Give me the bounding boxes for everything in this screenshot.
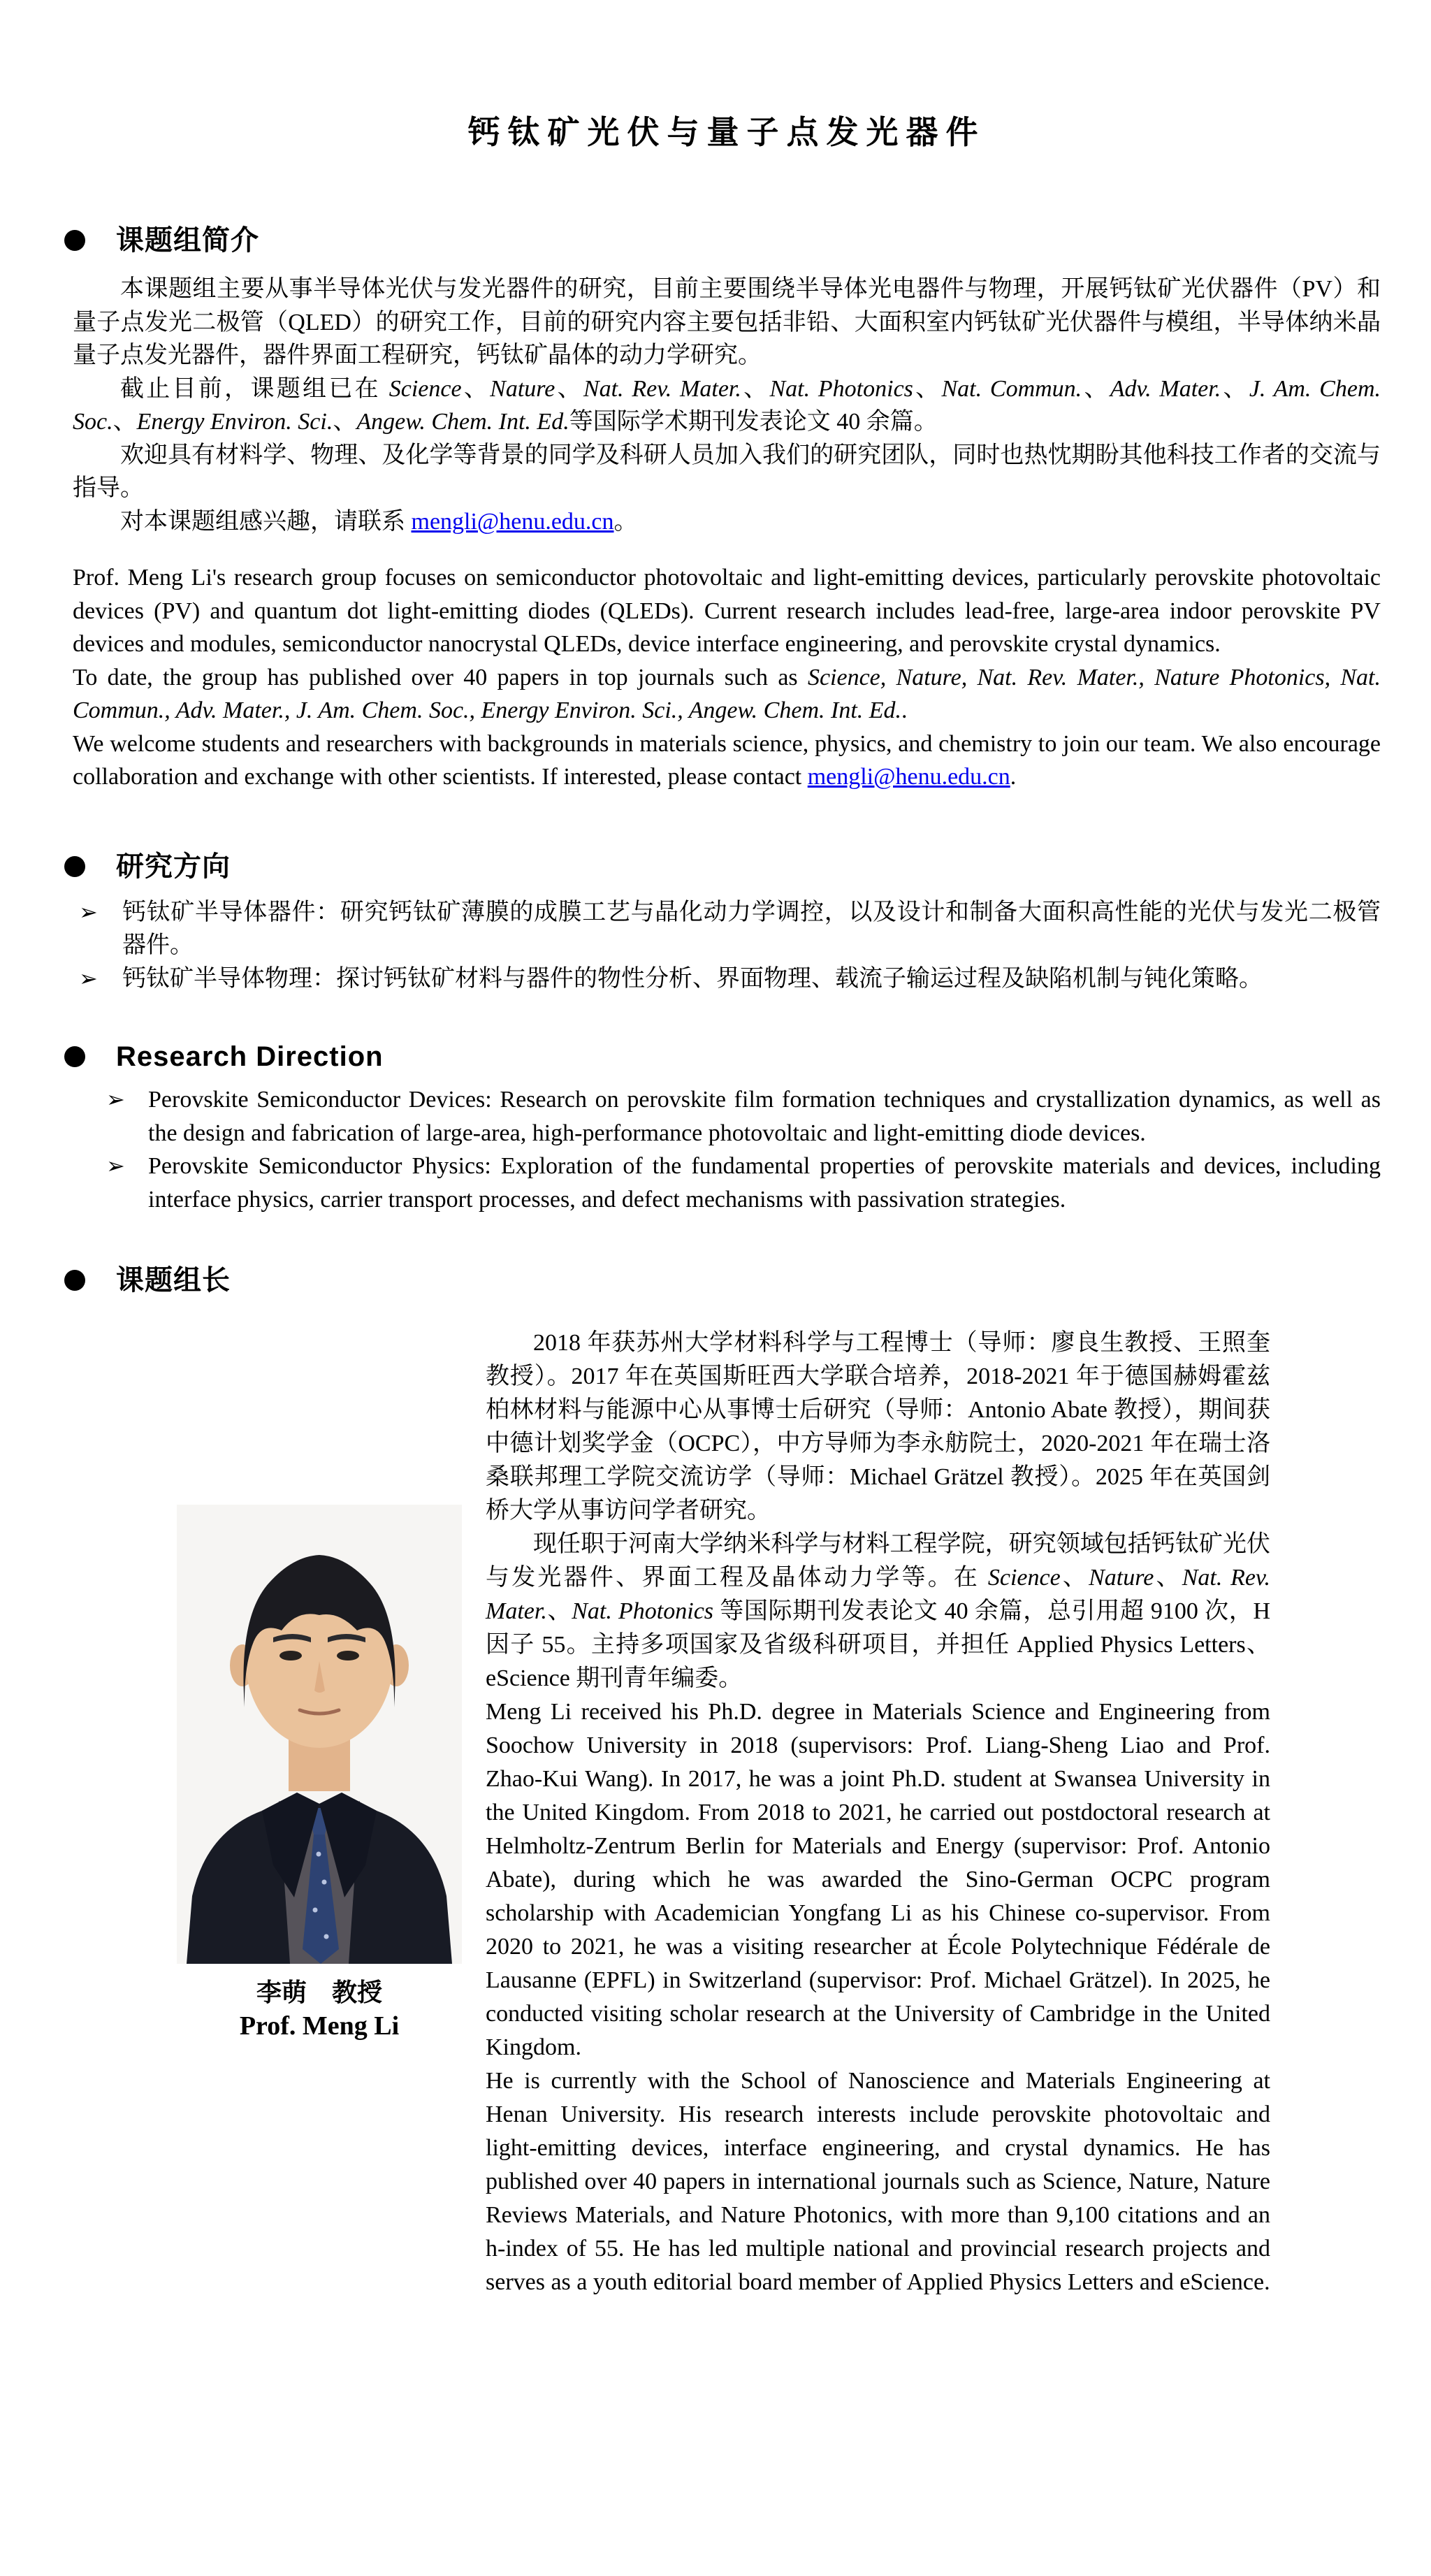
text-run: 、	[1060, 1565, 1089, 1591]
text-run: 钙钛矿半导体物理：探讨钙钛矿材料与器件的物性分析、界面物理、载流子输运过程及缺陷机制与钝化策略。	[122, 965, 1263, 992]
text-run: Perovskite Semiconductor Devices: Research on perovskite film formation techniques and crystallization dynamics, as well as the design and fabrication of large-area, high-performance photovoltaic and light-emitting diode devices.	[148, 1087, 1381, 1146]
text-run: Meng Li received his Ph.D. degree in Materials Science and Engineering from Soochow University in 2018 (supervisors: Prof. Liang-Sheng Liao and Prof. Zhao-Kui Wang). In 2017, he was a joint Ph.D. student at Swansea University in the United Kingdom. From 2018 to 2021, he carried out postdoctoral research at Helmholtz-Zentrum Berlin for Materials and Energy (supervisor: Prof. Antonio Abate), during which he was awarded the Sino-German OCPC program scholarship with Academician Yongfang Li as his Chinese co-supervisor. From 2020 to 2021, he was a visiting researcher at École Polytechnique Fédérale de Lausanne (EPFL) in Switzerland (supervisor: Prof. Michael Grätzel). In 2025, he conducted visiting scholar research at the University of Cambridge in the United Kingdom.	[486, 1699, 1270, 2060]
arrow-bullet-icon: ➢	[106, 1087, 125, 1112]
list-item	[73, 962, 1381, 996]
list-item-text	[148, 1083, 1381, 1150]
photo-caption-en: Prof. Meng Li	[239, 2011, 400, 2041]
text-run: We welcome students and researchers with backgrounds in materials science, physics, and chemistry to join our team. We also encourage collaboration and exchange with other scientists. If interested, please contact	[73, 730, 1381, 790]
text-run: 、	[333, 409, 357, 435]
email-link[interactable]: mengli@henu.edu.cn	[807, 764, 1010, 790]
arrow-bullet-icon: ➢	[79, 899, 98, 925]
leader-en-paragraph-2	[486, 2064, 1270, 2299]
journal-name: Nat. Commun.	[941, 375, 1082, 402]
text-run: 、	[461, 375, 491, 402]
intro-zh-paragraph-3	[73, 439, 1381, 505]
page-title: 钙钛矿光伏与量子点发光器件	[467, 115, 986, 150]
text-run: 对本课题组感兴趣，请联系	[120, 508, 412, 535]
journal-name: Nature	[1089, 1565, 1154, 1591]
journal-name: Science	[987, 1565, 1061, 1591]
journal-name: Nat. Photonics	[769, 375, 913, 402]
section-heading-leader	[64, 1262, 1381, 1298]
list-item-text	[122, 962, 1381, 996]
text-run: 欢迎具有材料学、物理、及化学等背景的同学及科研人员加入我们的研究团队，同时也热忱期盼其他科技工作者的交流与指导。	[73, 442, 1381, 501]
text-run: 、	[741, 375, 770, 402]
leader-photo	[177, 1505, 462, 1964]
text-run: 、	[913, 375, 942, 402]
journal-name: Angew. Chem. Int. Ed.	[356, 409, 569, 435]
section-heading-group-intro	[64, 222, 1381, 259]
section-heading-research-zh	[64, 848, 1381, 885]
intro-zh-paragraph-1	[73, 273, 1381, 372]
text-run: 、	[1221, 375, 1249, 402]
text-run: 。	[613, 508, 638, 535]
list-item-text	[148, 1150, 1381, 1216]
leader-zh-paragraph-1	[486, 1326, 1270, 1528]
section-heading-label: Research Direction	[116, 1041, 384, 1072]
journal-name: Science	[388, 375, 462, 402]
journal-name: Nature	[490, 375, 555, 402]
text-run: 等国际学术期刊发表论文 40 余篇。	[569, 409, 938, 435]
leader-en-paragraph-1	[486, 1695, 1270, 2064]
text-run: 、	[1082, 375, 1110, 402]
section-heading-research-en	[64, 1039, 1381, 1075]
leader-zh-paragraph-2	[486, 1528, 1270, 1695]
text-run: 、	[112, 409, 137, 435]
leader-bio-column	[486, 1326, 1270, 2299]
text-run: 、	[546, 1598, 572, 1624]
text-run: He is currently with the School of Nanoscience and Materials Engineering at Henan University. His research interests include perovskite photovoltaic and light-emitting devices, interface engineering, and crystal dynamics. He has published over 40 papers in international journals such as Science, Nature, Nature Reviews Materials, and Nature Photonics, with more than 9,100 citations and an h-index of 55. He has led multiple national and provincial research projects and serves as a youth editorial board member of Applied Physics Letters and eScience.	[486, 2068, 1270, 2295]
text-run: 2018 年获苏州大学材料科学与工程博士（导师：廖良生教授、王照奎教授）。2017 年在英国斯旺西大学联合培养，2018-2021 年于德国赫姆霍兹柏林材料与能源中心从事博士后研究（导师：Antonio Abate 教授），期间获中德计划奖学金（OCPC），中方导师为李永舫院士，2020-2021 年在瑞士洛桑联邦理工学院交流访学（导师：Michael Grätzel 教授）。2025 年在英国剑桥大学从事访问学者研究。	[486, 1330, 1270, 1524]
intro-en-block	[73, 561, 1381, 794]
bullet-icon	[64, 1046, 85, 1067]
email-link[interactable]: mengli@henu.edu.cn	[411, 508, 614, 535]
portrait-photo-illustration	[177, 1505, 462, 1964]
arrow-bullet-icon: ➢	[106, 1153, 125, 1178]
intro-en-paragraph-2	[73, 661, 1381, 728]
intro-zh-paragraph-2	[73, 372, 1381, 439]
text-run: 、	[1154, 1565, 1182, 1591]
leader-photo-column	[73, 1326, 486, 2299]
text-run: 、	[555, 375, 583, 402]
text-run: 钙钛矿半导体器件：研究钙钛矿薄膜的成膜工艺与晶化动力学调控，以及设计和制备大面积高性能的光伏与发光二极管器件。	[122, 899, 1381, 958]
list-item	[73, 896, 1381, 962]
text-run: Perovskite Semiconductor Physics: Exploration of the fundamental properties of perovskite materials and devices, including interface physics, carrier transport processes, and defect mechanisms with passivation strategies.	[148, 1153, 1381, 1213]
leader-section-body	[73, 1326, 1381, 2299]
intro-en-paragraph-1	[73, 561, 1381, 661]
research-zh-list	[73, 896, 1381, 996]
text-run: Prof. Meng Li's research group focuses on semiconductor photovoltaic and light-emitting devices, particularly perovskite photovoltaic devices (PV) and quantum dot light-emitting diodes (QLEDs). Current research includes lead-free, large-area indoor perovskite PV devices and modules, semiconductor nanocrystal QLEDs, device interface engineering, and perovskite crystal dynamics.	[73, 565, 1381, 657]
journal-name: Adv. Mater.	[1110, 375, 1221, 402]
photo-caption-zh: 李萌 教授	[256, 1978, 382, 2006]
text-run: .	[1010, 764, 1017, 790]
list-item-text	[122, 896, 1381, 962]
intro-en-paragraph-3	[73, 728, 1381, 794]
intro-zh-block	[73, 273, 1381, 538]
journal-name: Nat. Rev. Mater.	[583, 375, 741, 402]
list-item	[73, 1150, 1381, 1216]
bullet-icon	[64, 856, 85, 877]
journal-name: Science, Nature, Nat. Rev. Mater., Nature Photonics, Nat. Commun., Adv. Mater., J. Am. Chem. Soc., Energy Environ. Sci., Angew. Chem. Int. Ed.	[73, 664, 1381, 723]
journal-name: Energy Environ. Sci.	[136, 409, 333, 435]
journal-name: Nat. Rev. Mater.	[486, 1565, 1271, 1624]
text-run: To date, the group has published over 40 papers in top journals such as	[73, 664, 808, 690]
section-heading-label: 研究方向	[116, 851, 231, 882]
text-run: 截止目前，课题组已在	[120, 375, 389, 402]
text-run: 等国际期刊发表论文 40 余篇，总引用超 9100 次，H 因子 55。主持多项国家及省级科研项目，并担任 Applied Physics Letters、eScience 期刊青年编委。	[486, 1598, 1271, 1691]
arrow-bullet-icon: ➢	[79, 965, 98, 991]
intro-zh-paragraph-4	[73, 505, 1381, 539]
text-run: .	[901, 697, 908, 723]
section-heading-label: 课题组简介	[116, 225, 259, 256]
text-run: 本课题组主要从事半导体光伏与发光器件的研究，目前主要围绕半导体光电器件与物理，开展钙钛矿光伏器件（PV）和量子点发光二极管（QLED）的研究工作，目前的研究内容主要包括非铅、大面积室内钙钛矿光伏器件与模组，半导体纳米晶量子点发光器件，器件界面工程研究，钙钛矿晶体的动力学研究。	[73, 276, 1381, 368]
section-heading-label: 课题组长	[116, 1265, 231, 1296]
text-run: 现任职于河南大学纳米科学与材料工程学院，研究领域包括钙钛矿光伏与发光器件、界面工程及晶体动力学等。在	[486, 1531, 1270, 1591]
bullet-icon	[64, 230, 85, 251]
bullet-icon	[64, 1270, 85, 1291]
list-item	[73, 1083, 1381, 1150]
research-en-list	[73, 1083, 1381, 1216]
journal-name: Nat. Photonics	[572, 1598, 714, 1624]
journal-name: J. Am. Chem. Soc.	[73, 375, 1381, 435]
